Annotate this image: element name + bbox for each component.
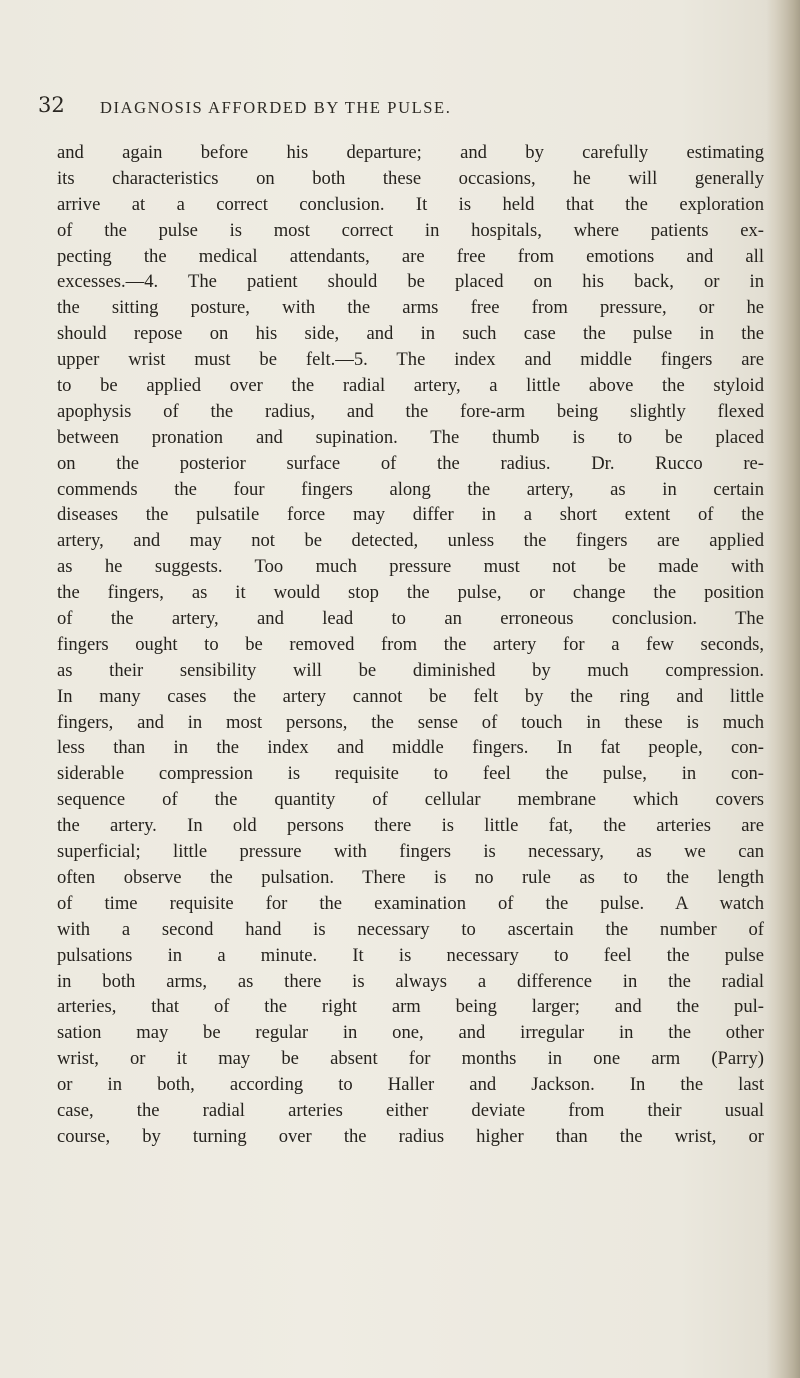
text-line: on the posterior surface of the radius. Dr. Rucco re- bbox=[57, 452, 764, 474]
running-head: DIAGNOSIS AFFORDED BY THE PULSE. bbox=[100, 98, 452, 117]
text-line: the artery. In old persons there is little fat, the arteries are bbox=[57, 815, 764, 837]
text-line: or in both, according to Haller and Jackson. In the last bbox=[57, 1074, 764, 1096]
text-line: superficial; little pressure with fingers is necessary, as we can bbox=[57, 841, 764, 863]
text-line: should repose on his side, and in such case the pulse in the bbox=[57, 323, 764, 345]
text-line: diseases the pulsatile force may differ in a short extent of the bbox=[57, 504, 764, 526]
text-line: case, the radial arteries either deviate from their usual bbox=[57, 1099, 764, 1121]
text-line: sequence of the quantity of cellular membrane which covers bbox=[57, 789, 764, 811]
text-line: as their sensibility will be diminished by much compression. bbox=[57, 659, 764, 681]
text-line: between pronation and supination. The thumb is to be placed bbox=[57, 426, 764, 448]
page-number: 32 bbox=[38, 93, 65, 117]
page-binding-edge bbox=[766, 0, 800, 1378]
text-line: arteries, that of the right arm being larger; and the pul- bbox=[57, 996, 764, 1018]
text-line: of time requisite for the examination of the pulse. A watch bbox=[57, 892, 764, 914]
text-line: of the pulse is most correct in hospitals, where patients ex- bbox=[57, 219, 764, 241]
text-line: as he suggests. Too much pressure must not be made with bbox=[57, 556, 764, 578]
text-line: wrist, or it may be absent for months in one arm (Parry) bbox=[57, 1048, 764, 1070]
text-line: course, by turning over the radius higher than the wrist, or bbox=[57, 1125, 764, 1147]
body-paragraph bbox=[57, 140, 764, 1150]
text-line: less than in the index and middle fingers. In fat people, con- bbox=[57, 737, 764, 759]
text-line: arrive at a correct conclusion. It is held that the exploration bbox=[57, 193, 764, 215]
text-line: often observe the pulsation. There is no rule as to the length bbox=[57, 866, 764, 888]
text-line: apophysis of the radius, and the fore-arm being slightly flexed bbox=[57, 400, 764, 422]
text-line: sation may be regular in one, and irregular in the other bbox=[57, 1022, 764, 1044]
text-line: fingers ought to be removed from the artery for a few seconds, bbox=[57, 633, 764, 655]
text-line: siderable compression is requisite to feel the pulse, in con- bbox=[57, 763, 764, 785]
text-line: excesses.—4. The patient should be placed on his back, or in bbox=[57, 271, 764, 293]
text-line: of the artery, and lead to an erroneous conclusion. The bbox=[57, 608, 764, 630]
text-line: and again before his departure; and by carefully estimating bbox=[57, 142, 764, 163]
text-line: the fingers, as it would stop the pulse, or change the position bbox=[57, 582, 764, 604]
page-header bbox=[38, 93, 758, 123]
text-line: with a second hand is necessary to ascertain the number of bbox=[57, 918, 764, 940]
text-line: In many cases the artery cannot be felt by the ring and little bbox=[57, 685, 764, 707]
text-line: pecting the medical attendants, are free from emotions and all bbox=[57, 245, 764, 267]
text-line: to be applied over the radial artery, a little above the styloid bbox=[57, 375, 764, 397]
text-line: in both arms, as there is always a difference in the radial bbox=[57, 970, 764, 992]
text-line: pulsations in a minute. It is necessary to feel the pulse bbox=[57, 944, 764, 966]
text-line: the sitting posture, with the arms free from pressure, or he bbox=[57, 297, 764, 319]
text-line: fingers, and in most persons, the sense of touch in these is much bbox=[57, 711, 764, 733]
text-line: upper wrist must be felt.—5. The index and middle fingers are bbox=[57, 349, 764, 371]
text-line: artery, and may not be detected, unless the fingers are applied bbox=[57, 530, 764, 552]
text-line: commends the four fingers along the artery, as in certain bbox=[57, 478, 764, 500]
text-line: its characteristics on both these occasions, he will generally bbox=[57, 167, 764, 189]
